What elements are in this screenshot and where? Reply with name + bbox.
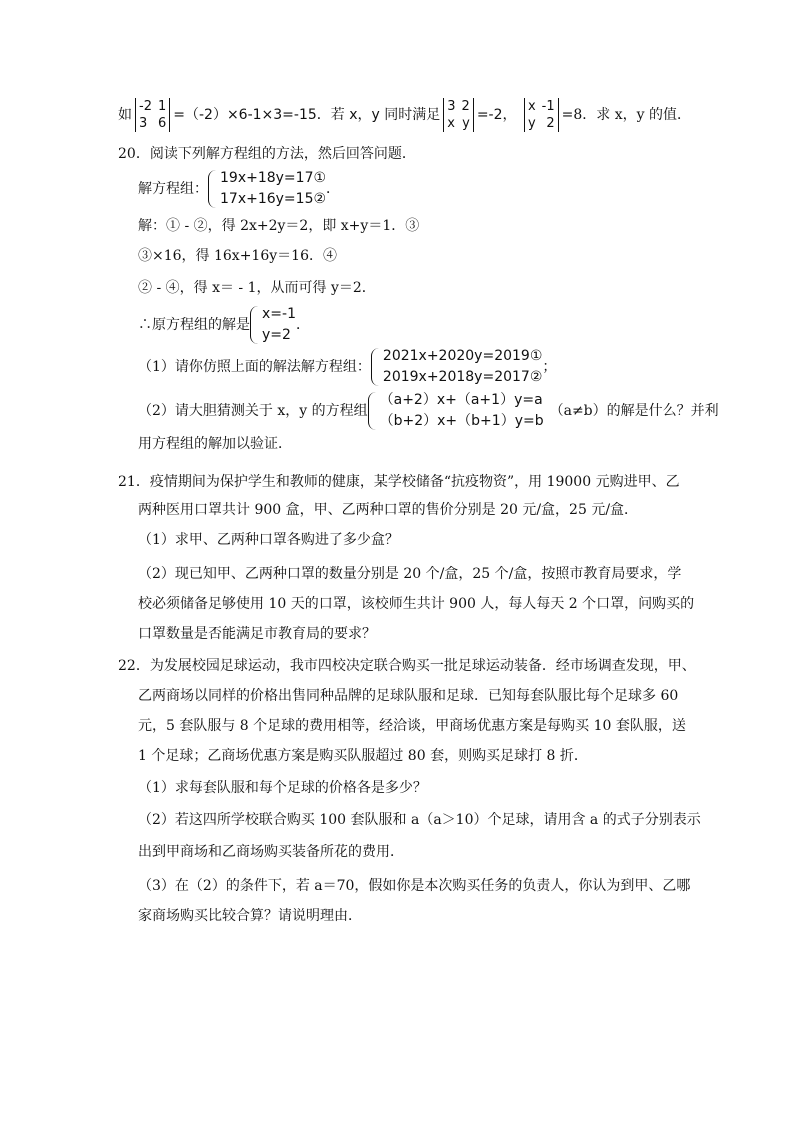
- system-3-eq-1: （a+2）x+（a+1）y=a: [379, 392, 543, 408]
- q21-part-2-line-1: （2）现已知甲、乙两种口罩的数量分别是 20 个/盒，25 个/盒，按照市教育局要求，学: [138, 566, 682, 582]
- equation-system-1: [208, 168, 326, 210]
- solution-x: x=-1: [262, 306, 296, 322]
- equation-system-2: [371, 346, 542, 388]
- q20-solve-label: 解方程组：: [138, 181, 208, 197]
- q20-solution-label: ∴原方程组的解是: [138, 317, 250, 333]
- q22-part-1: （1）求每套队服和每个足球的价格各是多少？: [138, 780, 427, 796]
- system-1-eq-1: 19x+18y=17①: [220, 170, 327, 186]
- determinant-3: x -1 y 2: [524, 98, 559, 132]
- q21-line-1: 21．疫情期间为保护学生和教师的健康，某学校储备“抗疫物资”，用 19000 元购进甲、乙: [118, 474, 680, 490]
- q20-step-1: 解：① - ②，得 2x+2y＝2，即 x+y＝1．③: [138, 218, 420, 234]
- q20-step-2: ③×16，得 16x+16y＝16．④: [138, 248, 337, 264]
- q22-part-2-line-1: （2）若这四所学校联合购买 100 套队服和 a（a＞10）个足球，请用含 a 的式子分别表示: [138, 812, 701, 828]
- system-1-eq-2: 17x+16y=15②: [220, 191, 327, 207]
- q20-system-line: 解方程组： 19x+18y=17① 17x+16y=15② ．: [138, 168, 340, 210]
- system-3-eq-2: （b+2）x+（b+1）y=b: [379, 413, 544, 429]
- intro-text-3: =-2，: [476, 107, 517, 123]
- q20-part-2-label: （2）请大胆猜测关于 x，y 的方程组: [138, 403, 368, 419]
- q22-part-3-line-1: （3）在（2）的条件下，若 a＝70，假如你是本次购买任务的负责人，你认为到甲、乙哪: [138, 878, 691, 894]
- determinant-1: -2 1 3 6: [135, 98, 170, 132]
- q20-part-2-tail: （a≠b）的解是什么？并利: [549, 403, 719, 419]
- system-2-eq-2: 2019x+2018y=2017②: [382, 369, 543, 385]
- equation-system-3: [368, 390, 544, 432]
- q21-part-1: （1）求甲、乙两种口罩各购进了多少盒？: [138, 532, 399, 548]
- intro-text-1: 如: [118, 107, 132, 123]
- q21-line-2: 两种医用口罩共计 900 盒，甲、乙两种口罩的售价分别是 20 元/盒，25 元/盒．: [138, 502, 639, 518]
- intro-text-2: =（-2）×6-1×3=-15．若 x，y 同时满足: [173, 107, 441, 123]
- solution-y: y=2: [262, 327, 291, 343]
- q20-part-2-cont: 用方程组的解加以验证．: [138, 436, 292, 452]
- determinant-2: 3 2 x y: [443, 98, 474, 132]
- intro-line: [118, 98, 691, 132]
- q22-part-3-line-2: 家商场购买比较合算？请说明理由．: [138, 908, 362, 924]
- q20-part-1-label: （1）请你仿照上面的解法解方程组：: [138, 359, 371, 375]
- q20-heading: 20．阅读下列解方程组的方法，然后回答问题．: [118, 146, 416, 162]
- q20-solution-line: ∴原方程组的解是 x=-1 y=2 ．: [138, 304, 310, 346]
- q22-line-4: 1 个足球；乙商场优惠方案是购买队服超过 80 套，则购买足球打 8 折．: [138, 748, 588, 764]
- q22-line-2: 乙两商场以同样的价格出售同种品牌的足球队服和足球．已知每套队服比每个足球多 60: [138, 688, 679, 704]
- q20-part-1: （1）请你仿照上面的解法解方程组： 2021x+2020y=2019① 2019x+2018y=2017② ；: [138, 346, 556, 388]
- q20-step-3: ② - ④，得 x＝ - 1，从而可得 y＝2．: [138, 280, 376, 296]
- q22-line-3: 元，5 套队服与 8 个足球的费用相等，经洽谈，甲商场优惠方案是每购买 10 套队服，送: [138, 718, 686, 734]
- q21-part-2-line-2: 校必须储备足够使用 10 天的口罩，该校师生共计 900 人，每人每天 2 个口罩，问购买的: [138, 596, 695, 612]
- system-2-eq-1: 2021x+2020y=2019①: [382, 348, 543, 364]
- q22-line-1: 22．为发展校园足球运动，我市四校决定联合购买一批足球运动装备．经市场调查发现，甲、: [118, 658, 696, 674]
- solution-system: [250, 304, 296, 346]
- q20-part-2: [138, 390, 719, 432]
- q21-part-2-line-3: 口罩数量是否能满足市教育局的要求？: [138, 626, 376, 642]
- intro-text-4: =8．求 x，y 的值．: [561, 107, 691, 123]
- q22-part-2-line-2: 出到甲商场和乙商场购买装备所花的费用．: [138, 844, 404, 860]
